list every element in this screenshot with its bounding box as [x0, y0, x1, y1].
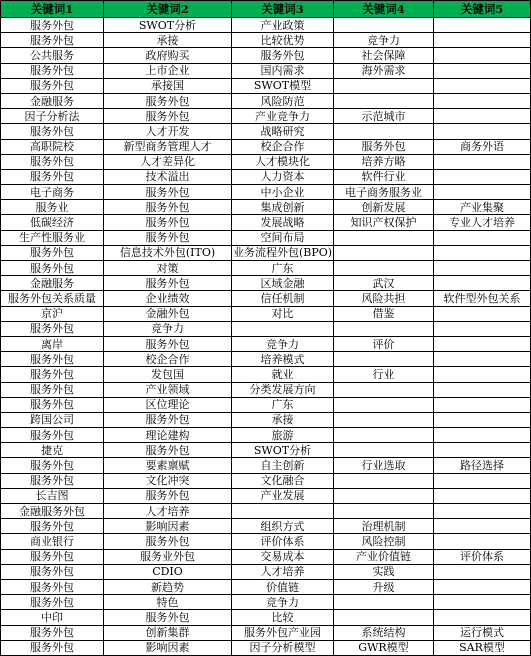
keyword-cell[interactable]: 服务外包 [104, 215, 232, 230]
keyword-cell[interactable]: 低碳经济 [1, 215, 104, 230]
keyword-cell[interactable]: 培养方略 [334, 154, 434, 169]
keyword-cell[interactable]: 服务外包 [104, 610, 232, 625]
keyword-cell[interactable]: 校企合作 [104, 352, 232, 367]
keyword-cell[interactable]: 文化融合 [232, 473, 334, 488]
keyword-cell[interactable]: 金融外包 [104, 306, 232, 321]
keyword-cell[interactable]: 产业政策 [232, 18, 334, 33]
table-row [1, 488, 531, 503]
keyword-cell[interactable]: 金融服务 [1, 93, 104, 108]
keyword-cell[interactable]: 因子分析模型 [232, 640, 334, 655]
keyword-cell[interactable] [334, 245, 434, 260]
keyword-cell[interactable]: 京沪 [1, 306, 104, 321]
keyword-cell[interactable]: 服务外包 [1, 595, 104, 610]
keyword-cell[interactable]: 行业选取 [334, 458, 434, 473]
table-row [1, 564, 531, 579]
keyword-cell[interactable]: 比较 [232, 610, 334, 625]
table-row [1, 291, 531, 306]
keyword-cell[interactable]: 广东 [232, 397, 334, 412]
table-row [1, 428, 531, 443]
keyword-cell[interactable] [334, 321, 434, 336]
keyword-cell[interactable]: 海外需求 [334, 63, 434, 78]
keyword-cell[interactable]: 服务外包 [1, 245, 104, 260]
keyword-cell[interactable] [334, 504, 434, 519]
keyword-cell[interactable]: 公共服务 [1, 48, 104, 63]
keyword-cell[interactable]: 影响因素 [104, 519, 232, 534]
keyword-cell[interactable]: 行业 [334, 367, 434, 382]
keyword-cell[interactable]: 路径选择 [434, 458, 531, 473]
keyword-cell[interactable]: 服务外包 [1, 261, 104, 276]
table-row [1, 306, 531, 321]
keyword-cell[interactable]: 服务外包 [104, 443, 232, 458]
table-row [1, 200, 531, 215]
keyword-cell[interactable] [434, 185, 531, 200]
keyword-cell[interactable]: 升级 [334, 579, 434, 594]
keyword-cell[interactable] [334, 230, 434, 245]
keyword-cell[interactable]: 离岸 [1, 336, 104, 351]
keyword-cell[interactable]: 企业绩效 [104, 291, 232, 306]
keyword-cell[interactable] [334, 124, 434, 139]
keyword-cell[interactable]: 发包国 [104, 367, 232, 382]
table-row [1, 549, 531, 564]
keyword-cell[interactable] [434, 321, 531, 336]
keyword-cell[interactable]: 因子分析法 [1, 109, 104, 124]
keyword-cell[interactable]: 系统结构 [334, 625, 434, 640]
keyword-cell[interactable]: 高职院校 [1, 139, 104, 154]
keyword-cell[interactable]: 要素禀赋 [104, 458, 232, 473]
table-row [1, 215, 531, 230]
keyword-cell[interactable] [434, 488, 531, 503]
keyword-cell[interactable] [232, 504, 334, 519]
keyword-cell[interactable] [434, 519, 531, 534]
table-row [1, 139, 531, 154]
keyword-cell[interactable] [334, 93, 434, 108]
keyword-cell[interactable]: 风险控制 [334, 534, 434, 549]
keyword-cell[interactable]: 区位理论 [104, 397, 232, 412]
keyword-cell[interactable]: 上市企业 [104, 63, 232, 78]
keyword-cell[interactable]: 商务外语 [434, 139, 531, 154]
keyword-cell[interactable]: 培养模式 [232, 352, 334, 367]
table-row [1, 519, 531, 534]
keyword-cell[interactable]: 服务外包 [1, 18, 104, 33]
keyword-cell[interactable]: 服务外包 [1, 33, 104, 48]
keyword-cell[interactable]: 人才培养 [232, 564, 334, 579]
table-row [1, 169, 531, 184]
keyword-cell[interactable] [434, 473, 531, 488]
keyword-cell[interactable]: 产业集聚 [434, 200, 531, 215]
keyword-cell[interactable] [434, 504, 531, 519]
keyword-cell[interactable]: 服务外包 [1, 352, 104, 367]
keyword-cell[interactable]: 新趋势 [104, 579, 232, 594]
keyword-cell[interactable]: 空间布局 [232, 230, 334, 245]
keyword-cell[interactable] [334, 473, 434, 488]
keyword-cell[interactable] [434, 276, 531, 291]
table-row [1, 18, 531, 33]
keyword-cell[interactable]: 服务业 [1, 200, 104, 215]
keyword-cell[interactable] [334, 352, 434, 367]
keyword-cell[interactable]: 旅游 [232, 428, 334, 443]
keyword-cell[interactable]: SWOT分析 [232, 443, 334, 458]
table-row [1, 534, 531, 549]
table-row [1, 610, 531, 625]
keyword-cell[interactable] [434, 261, 531, 276]
keyword-cell[interactable]: 服务外包 [104, 488, 232, 503]
keyword-cell[interactable]: 服务外包 [104, 276, 232, 291]
keyword-cell[interactable]: 对比 [232, 306, 334, 321]
keyword-cell[interactable] [434, 63, 531, 78]
keyword-cell[interactable]: 武汉 [334, 276, 434, 291]
keyword-cell[interactable]: 服务外包 [1, 549, 104, 564]
keyword-cell[interactable] [334, 397, 434, 412]
column-header-4[interactable]: 关键词4 [334, 1, 434, 18]
keyword-cell[interactable]: 产业竞争力 [232, 109, 334, 124]
keyword-cell[interactable] [334, 412, 434, 427]
table-row [1, 443, 531, 458]
table-row [1, 382, 531, 397]
keyword-cell[interactable]: 信任机制 [232, 291, 334, 306]
keyword-cell[interactable]: 服务外包 [1, 154, 104, 169]
keyword-cell[interactable]: 电子商务 [1, 185, 104, 200]
keyword-cell[interactable]: 中小企业 [232, 185, 334, 200]
keyword-cell[interactable]: 生产性服务业 [1, 230, 104, 245]
keyword-cell[interactable]: 服务外包 [104, 200, 232, 215]
keyword-cell[interactable]: 服务外包 [1, 63, 104, 78]
keyword-cell[interactable]: 评价体系 [434, 549, 531, 564]
keyword-cell[interactable]: 实践 [334, 564, 434, 579]
keyword-cell[interactable]: 服务外包 [1, 78, 104, 93]
keyword-cell[interactable]: 人才模块化 [232, 154, 334, 169]
table-row [1, 154, 531, 169]
table-row [1, 352, 531, 367]
keyword-cell[interactable] [434, 595, 531, 610]
keyword-cell[interactable] [434, 428, 531, 443]
keyword-cell[interactable]: 人才培养 [104, 504, 232, 519]
keyword-cell[interactable] [434, 397, 531, 412]
keyword-cell[interactable] [434, 154, 531, 169]
keyword-cell[interactable]: 服务外包 [1, 458, 104, 473]
keyword-cell[interactable]: 校企合作 [232, 139, 334, 154]
keyword-cell[interactable]: 服务外包 [1, 428, 104, 443]
keyword-cell[interactable]: 长吉图 [1, 488, 104, 503]
keyword-cell[interactable]: 承接国 [104, 78, 232, 93]
keyword-cell[interactable]: 创新发展 [334, 200, 434, 215]
keyword-cell[interactable]: 竞争力 [232, 336, 334, 351]
keyword-cell[interactable]: 服务外包 [1, 579, 104, 594]
keyword-cell[interactable]: 服务业外包 [104, 549, 232, 564]
keyword-cell[interactable]: 创新集群 [104, 625, 232, 640]
keyword-cell[interactable]: 治理机制 [334, 519, 434, 534]
keyword-cell[interactable]: 服务外包 [104, 534, 232, 549]
table-row [1, 93, 531, 108]
keyword-cell[interactable]: 风险防范 [232, 93, 334, 108]
keyword-cell[interactable]: 服务外包 [1, 473, 104, 488]
keyword-cell[interactable]: 人才开发 [104, 124, 232, 139]
keyword-cell[interactable]: 社会保障 [334, 48, 434, 63]
keyword-cell[interactable] [434, 78, 531, 93]
keyword-cell[interactable]: 风险共担 [334, 291, 434, 306]
keyword-cell[interactable]: 服务外包 [104, 412, 232, 427]
keyword-cell[interactable]: 示范城市 [334, 109, 434, 124]
keyword-cell[interactable]: 特色 [104, 595, 232, 610]
keyword-cell[interactable]: SAR模型 [434, 640, 531, 655]
header-row [1, 1, 531, 18]
keyword-cell[interactable] [434, 352, 531, 367]
keyword-cell[interactable]: 服务外包 [104, 93, 232, 108]
keyword-cell[interactable]: 文化冲突 [104, 473, 232, 488]
keyword-cell[interactable]: 产业领域 [104, 382, 232, 397]
keyword-cell[interactable]: 服务外包 [104, 109, 232, 124]
keyword-cell[interactable]: 电子商务服务业 [334, 185, 434, 200]
keyword-cell[interactable] [334, 428, 434, 443]
keyword-cell[interactable] [434, 336, 531, 351]
keyword-cell[interactable] [434, 124, 531, 139]
table-row [1, 473, 531, 488]
column-header-2[interactable]: 关键词2 [104, 1, 232, 18]
keyword-cell[interactable]: 运行模式 [434, 625, 531, 640]
table-row [1, 124, 531, 139]
keyword-cell[interactable] [434, 109, 531, 124]
keyword-cell[interactable]: 软件型外包关系 [434, 291, 531, 306]
keyword-cell[interactable]: 服务外包 [1, 564, 104, 579]
keyword-cell[interactable]: 服务外包 [1, 169, 104, 184]
column-header-5[interactable]: 关键词5 [434, 1, 531, 18]
keyword-cell[interactable]: 服务外包 [104, 230, 232, 245]
keyword-cell[interactable]: 服务外包 [1, 640, 104, 655]
keyword-cell[interactable]: 自主创新 [232, 458, 334, 473]
keyword-cell[interactable] [434, 412, 531, 427]
keyword-cell[interactable]: 竞争力 [232, 595, 334, 610]
keyword-cell[interactable]: CDIO [104, 564, 232, 579]
keyword-cell[interactable]: 价值链 [232, 579, 334, 594]
keyword-cell[interactable]: 评价 [334, 336, 434, 351]
keyword-cell[interactable] [232, 321, 334, 336]
keyword-cell[interactable]: 服务外包 [232, 48, 334, 63]
keyword-cell[interactable]: SWOT模型 [232, 78, 334, 93]
keyword-cell[interactable]: 区域金融 [232, 276, 334, 291]
keyword-cell[interactable] [334, 443, 434, 458]
keyword-cell[interactable] [334, 595, 434, 610]
keyword-cell[interactable]: 软件行业 [334, 169, 434, 184]
keyword-cell[interactable]: 业务流程外包(BPO) [232, 246, 333, 260]
keyword-cell[interactable]: 捷克 [1, 443, 104, 458]
keyword-cell[interactable]: 广东 [232, 261, 334, 276]
keyword-cell[interactable]: 商业银行 [1, 534, 104, 549]
keyword-cell[interactable]: 对策 [104, 261, 232, 276]
keyword-cell[interactable]: 服务外包 [1, 519, 104, 534]
table-row [1, 579, 531, 594]
keyword-cell[interactable]: 集成创新 [232, 200, 334, 215]
keyword-cell[interactable]: 承接 [104, 33, 232, 48]
keyword-cell[interactable]: 比较优势 [232, 33, 334, 48]
table-row [1, 78, 531, 93]
keyword-cell[interactable] [434, 33, 531, 48]
keyword-cell[interactable] [434, 48, 531, 63]
keyword-cell[interactable]: 服务外包 [104, 336, 232, 351]
table-row [1, 640, 531, 655]
keyword-cell[interactable]: 政府购买 [104, 48, 232, 63]
keyword-cell[interactable]: 服务外包 [1, 367, 104, 382]
column-header-1[interactable]: 关键词1 [1, 1, 104, 18]
table-row [1, 245, 531, 260]
table-row [1, 504, 531, 519]
keyword-cell[interactable]: 服务外包 [1, 321, 104, 336]
keyword-cell[interactable]: 国内需求 [232, 63, 334, 78]
keyword-cell[interactable]: 承接 [232, 412, 334, 427]
keyword-cell[interactable]: 金融服务外包 [1, 504, 104, 519]
table-row [1, 276, 531, 291]
keyword-cell[interactable]: 理论建构 [104, 428, 232, 443]
keyword-cell[interactable]: 组织方式 [232, 519, 334, 534]
table-row [1, 367, 531, 382]
keyword-cell[interactable] [334, 261, 434, 276]
keyword-cell[interactable] [434, 18, 531, 33]
keyword-cell[interactable]: 人才差异化 [104, 154, 232, 169]
keyword-cell[interactable]: 战略研究 [232, 124, 334, 139]
keyword-cell[interactable]: 借鉴 [334, 306, 434, 321]
keyword-cell[interactable] [434, 382, 531, 397]
table-row [1, 230, 531, 245]
keyword-cell[interactable]: 中印 [1, 610, 104, 625]
keyword-cell[interactable]: 知识产权保护 [334, 215, 434, 230]
keyword-cell[interactable] [434, 534, 531, 549]
table-row [1, 261, 531, 276]
keyword-cell[interactable]: 服务外包 [104, 185, 232, 200]
table-row [1, 321, 531, 336]
keyword-cell[interactable]: 跨国公司 [1, 412, 104, 427]
keyword-cell[interactable] [434, 579, 531, 594]
keyword-cell[interactable] [434, 610, 531, 625]
keyword-cell[interactable]: 服务外包 [1, 625, 104, 640]
keyword-cell[interactable]: 分类发展方向 [232, 382, 334, 397]
table-row [1, 63, 531, 78]
keyword-cell[interactable]: 信息技术外包(ITO) [104, 245, 232, 260]
keyword-cell[interactable]: 影响因素 [104, 640, 232, 655]
keyword-cell[interactable]: 交易成本 [232, 549, 334, 564]
keyword-cell[interactable] [434, 367, 531, 382]
keyword-cell[interactable]: 就业 [232, 367, 334, 382]
column-header-3[interactable]: 关键词3 [232, 1, 334, 18]
keyword-cell[interactable]: 专业人才培养 [434, 215, 531, 230]
keyword-cell[interactable] [434, 306, 531, 321]
table-row [1, 48, 531, 63]
keyword-cell[interactable]: 竞争力 [104, 321, 232, 336]
keyword-cell[interactable]: 服务外包 [1, 382, 104, 397]
keyword-cell[interactable]: 产业发展 [232, 488, 334, 503]
keyword-cell[interactable]: 金融服务 [1, 276, 104, 291]
table-row [1, 412, 531, 427]
keyword-cell[interactable]: 人力资本 [232, 169, 334, 184]
table-body [1, 18, 531, 656]
keyword-cell[interactable]: 评价体系 [232, 534, 334, 549]
keyword-cell[interactable]: 新型商务管理人才 [104, 139, 232, 154]
keyword-cell[interactable] [434, 443, 531, 458]
keyword-cell[interactable] [334, 78, 434, 93]
keyword-cell[interactable]: 服务外包关系质量 [1, 291, 104, 306]
keyword-cell[interactable]: 服务外包产业园 [232, 625, 334, 640]
keyword-cell[interactable]: SWOT分析 [104, 18, 232, 33]
table-row [1, 336, 531, 351]
keyword-cell[interactable]: 服务外包 [1, 124, 104, 139]
table-row [1, 397, 531, 412]
keyword-cell[interactable]: 技术溢出 [104, 169, 232, 184]
table-row [1, 33, 531, 48]
keyword-cell[interactable]: 发展战略 [232, 215, 334, 230]
keyword-cell[interactable] [434, 564, 531, 579]
keyword-cell[interactable] [434, 169, 531, 184]
table-row [1, 458, 531, 473]
keyword-cell[interactable]: 服务外包 [334, 139, 434, 154]
keyword-cell[interactable]: GWR模型 [334, 640, 434, 655]
keyword-cell[interactable] [334, 488, 434, 503]
table-row [1, 109, 531, 124]
table-row [1, 595, 531, 610]
keyword-cell[interactable] [334, 382, 434, 397]
keyword-cell[interactable] [434, 245, 531, 260]
table-row [1, 185, 531, 200]
table-row [1, 625, 531, 640]
keyword-cell[interactable] [334, 18, 434, 33]
keyword-cell[interactable]: 竞争力 [334, 33, 434, 48]
keyword-cell[interactable] [334, 610, 434, 625]
keyword-cell[interactable] [434, 230, 531, 245]
keyword-cell[interactable] [434, 93, 531, 108]
keyword-cell[interactable]: 服务外包 [1, 397, 104, 412]
keyword-cell[interactable]: 产业价值链 [334, 549, 434, 564]
